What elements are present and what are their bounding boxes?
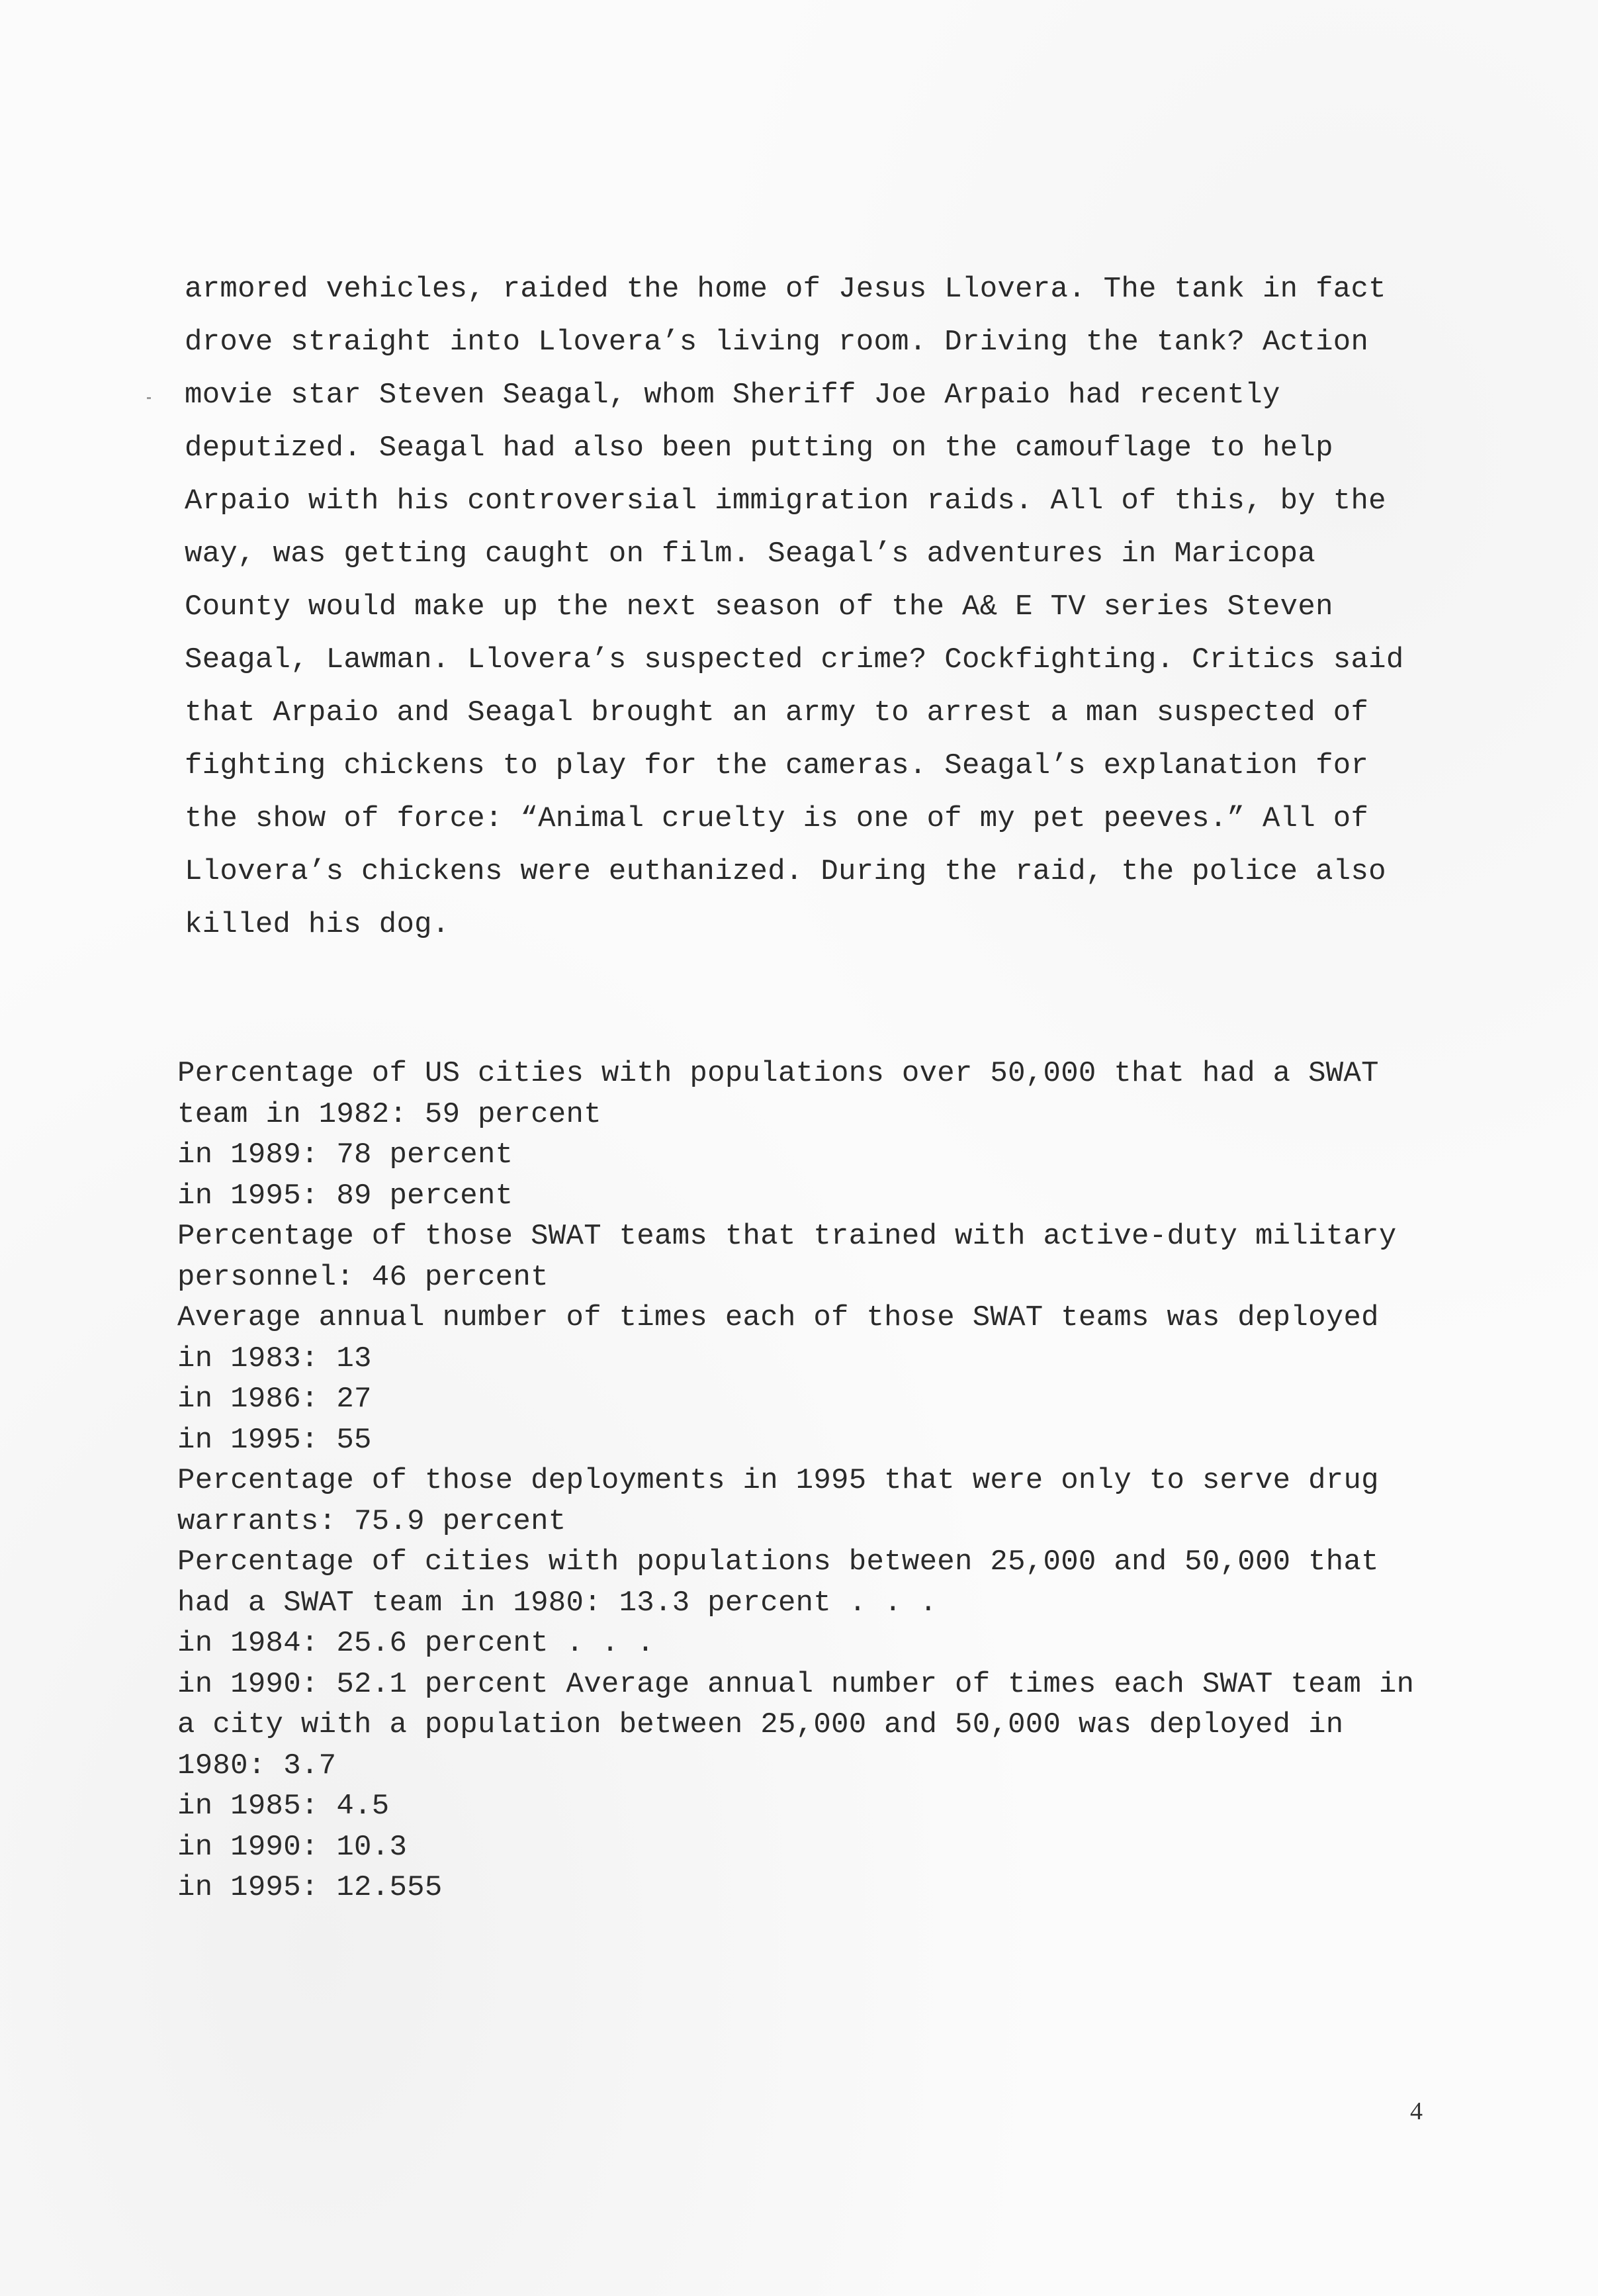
- paragraph-line: deputized. Seagal had also been putting on the camouflage to help: [185, 432, 1333, 465]
- paragraph-line: Seagal, Lawman. Llovera’s suspected crime? Cockfighting. Critics said: [185, 643, 1404, 676]
- paragraph-line: movie star Steven Seagal, whom Sheriff Joe Arpaio had recently: [185, 379, 1280, 412]
- statistic-line: had a SWAT team in 1980: 13.3 percent . . .: [177, 1586, 938, 1620]
- statistic-line: in 1990: 10.3: [177, 1830, 408, 1864]
- paragraph-line: way, was getting caught on film. Seagal’s adventures in Maricopa: [185, 537, 1316, 571]
- paragraph-line: fighting chickens to play for the cameras. Seagal’s explanation for: [185, 749, 1369, 782]
- paragraph-line: County would make up the next season of the A& E TV series Steven: [185, 590, 1333, 623]
- statistic-line: Average annual number of times each of those SWAT teams was deployed: [177, 1301, 1379, 1334]
- paragraph-line: the show of force: “Animal cruelty is one of my pet peeves.” All of: [185, 802, 1369, 835]
- page-number: 4: [1410, 2097, 1423, 2125]
- statistic-line: personnel: 46 percent: [177, 1260, 549, 1294]
- statistic-line: in 1986: 27: [177, 1383, 372, 1416]
- statistic-line: team in 1982: 59 percent: [177, 1097, 601, 1131]
- paragraph-line: armored vehicles, raided the home of Jesus Llovera. The tank in fact: [185, 273, 1386, 306]
- statistic-line: warrants: 75.9 percent: [177, 1504, 566, 1538]
- statistic-line: Percentage of cities with populations between 25,000 and 50,000 that: [177, 1545, 1379, 1579]
- statistic-line: Percentage of those SWAT teams that trained with active-duty military: [177, 1220, 1397, 1253]
- statistic-line: Percentage of US cities with populations over 50,000 that had a SWAT: [177, 1057, 1379, 1090]
- paragraph-line: Arpaio with his controversial immigration raids. All of this, by the: [185, 484, 1386, 518]
- statistic-line: in 1989: 78 percent: [177, 1138, 513, 1171]
- statistics-list: [177, 1054, 1414, 1909]
- paragraph-line: that Arpaio and Seagal brought an army to arrest a man suspected of: [185, 696, 1369, 729]
- paragraph-line: drove straight into Llovera’s living room. Driving the tank? Action: [185, 326, 1369, 359]
- statistic-line: a city with a population between 25,000 and 50,000 was deployed in: [177, 1708, 1344, 1741]
- statistic-line: 1980: 3.7: [177, 1749, 337, 1782]
- statistic-line: in 1984: 25.6 percent . . .: [177, 1627, 655, 1660]
- statistic-line: in 1990: 52.1 percent Average annual number of times each SWAT team in: [177, 1667, 1415, 1701]
- paragraph-line: killed his dog.: [185, 908, 450, 941]
- margin-mark: [147, 397, 151, 399]
- paragraph-line: Llovera’s chickens were euthanized. During the raid, the police also: [185, 855, 1386, 888]
- statistic-line: in 1995: 55: [177, 1423, 372, 1457]
- statistic-line: in 1983: 13: [177, 1342, 372, 1375]
- statistic-line: in 1995: 89 percent: [177, 1179, 513, 1213]
- statistic-line: Percentage of those deployments in 1995 that were only to serve drug: [177, 1464, 1379, 1497]
- statistic-line: in 1995: 12.555: [177, 1871, 443, 1904]
- statistic-line: in 1985: 4.5: [177, 1790, 390, 1823]
